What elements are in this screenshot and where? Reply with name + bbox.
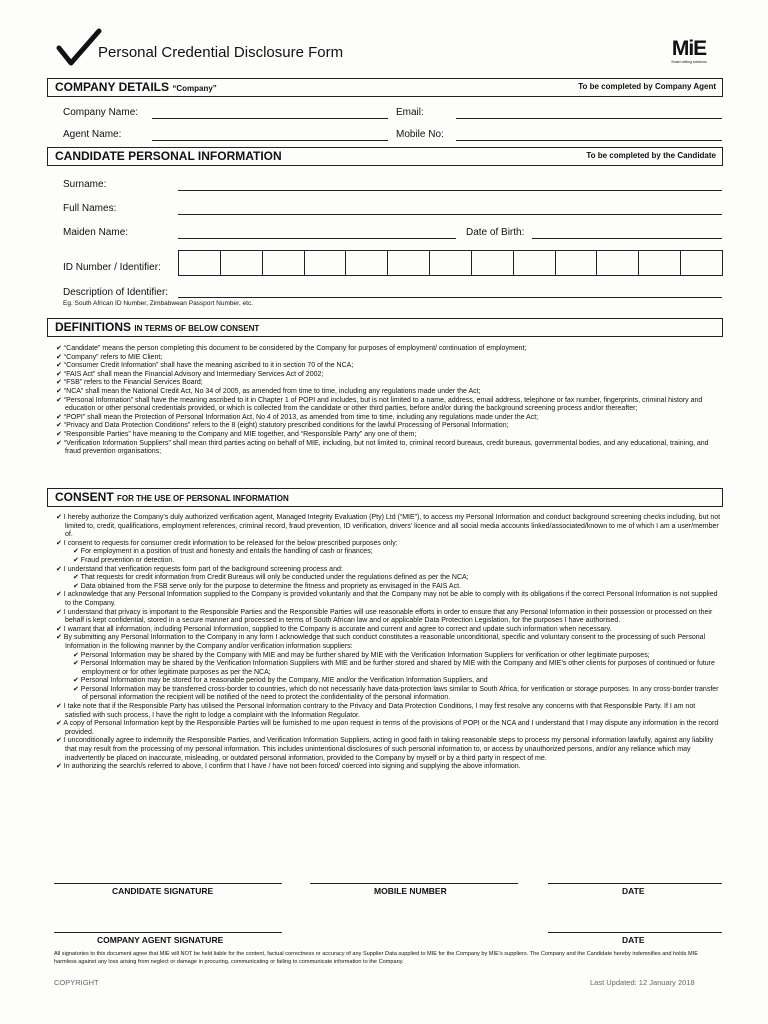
consent-list	[56, 514, 721, 772]
mobile-number-label: MOBILE NUMBER	[374, 886, 447, 896]
mobile-number-field[interactable]	[310, 883, 518, 884]
agent-name-field[interactable]	[152, 140, 388, 141]
consent-item: ✔ Personal Information may be shared by the Company with MIE and may be further shared by MIE with the Verification Information Suppliers for verification or other legitimate purposes;	[73, 651, 650, 659]
definition-item: ✔ “Responsible Parties” have meaning to the Company and MIE together, and “Responsible Party” any one of them;	[56, 430, 417, 438]
company-details-title: COMPANY DETAILS	[55, 80, 170, 94]
definition-item: ✔ “Candidate” means the person completing this document to be considered by the Company for purposes of employment/ continuation of employment;	[56, 345, 527, 352]
agent-signature-label: COMPANY AGENT SIGNATURE	[97, 935, 224, 945]
candidate-info-header	[47, 147, 723, 166]
consent-title: CONSENT	[55, 490, 114, 504]
checkmark-icon	[56, 28, 102, 73]
full-names-label: Full Names:	[63, 203, 117, 214]
consent-item: ✔ I take note that if the Responsible Party has utilised the Personal Information contrary to the Privacy and Data Protection Conditions, I may first resolve any concerns with that Responsible Party. If I am not satisfied with such process, I have the right to lodge a complaint with the Information Regulator.	[56, 703, 696, 719]
email-field[interactable]	[456, 118, 722, 119]
logo-text: MiE	[671, 37, 707, 60]
form-title: Personal Credential Disclosure Form	[98, 44, 344, 61]
identifier-description-label: Description of Identifier:	[63, 287, 169, 298]
consent-item: ✔ Personal Information may be shared by the Verification Information Suppliers with MIE and be further stored and shared by MIE with the Company and MIE’s other clients for purposes of continued or future employment or for other legitimate purposes as per the NCA;	[73, 660, 715, 676]
definition-item: ✔ “Personal Information” shall have the meaning ascribed to it in Chapter 1 of POPI and includes, but is not limited to a name, address, email address, telephone or fax number, fingerprints, criminal history and education or other personal credentials provided, or which is collected from the candidate or other third parties, before and/or during the background screening process and/or thereafter;	[56, 396, 703, 413]
consent-item: ✔ Personal Information may be stored for a reasonable period by the Company, MIE and/or the Verification Information Suppliers, and	[73, 677, 488, 685]
definition-item: ✔ “Privacy and Data Protection Conditions” refers to the 8 (eight) statutory prescribed conditions for the lawful Processing of Personal Information;	[56, 422, 509, 430]
definitions-title: DEFINITIONS	[55, 320, 132, 334]
candidate-date-label: DATE	[622, 886, 645, 896]
copyright: COPYRIGHT	[54, 978, 99, 987]
company-name-field[interactable]	[152, 118, 388, 119]
email-label: Email:	[396, 107, 424, 118]
last-updated: Last Updated: 12 January 2018	[590, 978, 695, 987]
consent-item: ✔ I understand that privacy is important to the Responsible Parties and the Responsible Parties will use reasonable efforts in order to ensure that any Personal Information in their possession or processed on their behalf is kept confidential, stored in a secure manner and processed in terms of South African law and or applicable Data Protection Legislation, for the purposes I have authorised.	[56, 608, 713, 625]
definition-item: ✔ “Company” refers to MIE Client;	[56, 353, 163, 361]
company-note: To be completed by Company Agent	[578, 82, 716, 91]
identifier-hint: Eg. South African ID Number, Zimbabwean Passport Number, etc.	[63, 300, 254, 307]
consent-item: ✔ Data obtained from the FSB serve only for the purpose to determine the fitness and propriety as envisaged in the FAIS Act.	[73, 582, 461, 590]
candidate-signature-label: CANDIDATE SIGNATURE	[112, 886, 214, 896]
identifier-description-field[interactable]	[178, 297, 722, 298]
consent-item: ✔ Personal Information may be transferred cross-border to countries, which do not necessarily have data-protection laws similar to South Africa, for verification or storage purposes. In any cross-border transfer of personal information the recipient will be notified of the need to protect the confidentiality of the personal information.	[73, 685, 719, 702]
consent-item: ✔ I hereby authorize the Company’s duly authorized verification agent, Managed Integrity Evaluation (Pty) Ltd (“MIE”), to access my Personal Information and conduct background screening checks including, but not limited to, credit, qualifications, employment references, criminal record, fraud prevention, ID verification, drivers’ licence and all social media accounts linked/associated/known to me of which I am a user/member of.	[56, 514, 721, 539]
disclaimer: All signatories to this document agree that MIE will NOT be held liable for the content, factual correctness or accuracy of any Supplier Data supplied to MIE for the Company by MIE’s suppliers. The Company and the Candidate hereby indemnifies and holds MIE harmless against any loss arising from neglect or damage in procuring, communicating or failing to communicate information to the Company.	[54, 951, 698, 965]
definition-item: ✔ “FSB” refers to the Financial Services Board;	[56, 379, 203, 387]
definitions-subtitle: IN TERMS OF BELOW CONSENT	[134, 324, 260, 333]
definition-item: ✔ “NCA” shall mean the National Credit Act, No 34 of 2005, as amended from time to time, including any regulations made under the Act;	[56, 387, 481, 395]
company-name-label: Company Name:	[63, 107, 139, 118]
mobile-label: Mobile No:	[396, 129, 444, 140]
mie-logo	[662, 38, 716, 65]
agent-name-label: Agent Name:	[63, 129, 122, 140]
full-names-field[interactable]	[178, 214, 722, 215]
definitions-header	[47, 318, 723, 337]
definition-item: ✔ “Verification Information Suppliers” shall mean third parties acting on behalf of MIE, including, but not limited to, criminal record bureaus, credit bureaus, governmental bodies, and any educational, training, and fraud prevention organisations;	[56, 439, 709, 456]
consent-item: ✔ For employment in a position of trust and honesty and entails the handling of cash or finances;	[73, 548, 373, 556]
id-number-field[interactable]	[178, 250, 723, 276]
agent-date-label: DATE	[622, 935, 645, 945]
consent-item: ✔ Fraud prevention or detection.	[73, 556, 175, 564]
definition-item: ✔ “Consumer Credit Information” shall have the meaning ascribed to it in section 70 of the NCA;	[56, 362, 354, 370]
maiden-name-label: Maiden Name:	[63, 227, 129, 238]
surname-label: Surname:	[63, 179, 107, 190]
consent-subtitle: FOR THE USE OF PERSONAL INFORMATION	[117, 494, 289, 503]
company-details-header	[47, 78, 723, 97]
consent-item: ✔ I unconditionally agree to indemnify the Responsible Parties, and Verification Information Suppliers, acting in good faith in taking reasonable steps to process my personal information lawfully, against any liability that may result from the processing of my personal information. This includes unintentional disclosures of such personal information to, or access by unauthorized persons, and/or any reliance which may inadvertently be placed on inaccurate, misleading, or outdated personal information, provided to the Company by myself or by a third party in respect of me.	[56, 737, 714, 762]
consent-item: ✔ That requests for credit information from Credit Bureaus will only be conducted under the regulations defined as per the NCA;	[73, 574, 469, 582]
definition-item: ✔ “FAIS Act” shall mean the Financial Advisory and Intermediary Services Act of 2002;	[56, 370, 324, 378]
candidate-date-field[interactable]	[548, 883, 722, 884]
agent-date-field[interactable]	[548, 932, 722, 933]
logo-tagline: Smart vetting solutions	[671, 60, 707, 64]
candidate-note: To be completed by the Candidate	[586, 151, 716, 160]
definitions-list	[56, 345, 721, 457]
definition-item: ✔ “POPI” shall mean the Protection of Personal Information Act, No 4 of 2013, as amended from time to time, including any regulations made under the Act;	[56, 413, 539, 421]
maiden-name-field[interactable]	[178, 238, 456, 239]
consent-item: ✔ I acknowledge that any Personal Information supplied to the Company is provided voluntarily and that the Company may not be able to comply with its obligations if the correct Personal Information is not supplied to the Company.	[56, 591, 718, 607]
dob-label: Date of Birth:	[466, 227, 525, 238]
consent-item: ✔ I understand that verification requests form part of the background screening process and:	[56, 565, 343, 573]
consent-header	[47, 488, 723, 507]
consent-item: ✔ I consent to requests for consumer credit information to be released for the below prescribed purposes only:	[56, 539, 398, 547]
consent-item: ✔ I warrant that all information, including Personal Information, supplied to the Company is accurate and current and agree to correct and update such information when necessary.	[56, 625, 612, 633]
consent-item: ✔ By submitting any Personal Information to the Company in any form I acknowledge that such conduct constitutes a reasonable unconditional, specific and voluntary consent to the processing of such Personal Information in the following manner by the Company and/or verification information suppliers:	[56, 634, 706, 650]
dob-field[interactable]	[532, 238, 722, 239]
candidate-info-title: CANDIDATE PERSONAL INFORMATION	[55, 149, 282, 163]
mobile-field[interactable]	[456, 140, 722, 141]
consent-item: ✔ A copy of Personal Information kept by the Responsible Parties will be furnished to me upon request in terms of the provisions of POPI or the NCA and I understand that I may dispute any information in the record provided.	[56, 720, 719, 736]
surname-field[interactable]	[178, 190, 722, 191]
consent-item: ✔ In authorizing the search/s referred to above, I confirm that I have / have not been forced/ coerced into signing and supplying the above information.	[56, 763, 521, 771]
company-details-subtitle: “Company”	[172, 84, 217, 93]
candidate-signature-field[interactable]	[54, 883, 282, 884]
agent-signature-field[interactable]	[54, 932, 282, 933]
id-number-label: ID Number / Identifier:	[63, 262, 161, 273]
